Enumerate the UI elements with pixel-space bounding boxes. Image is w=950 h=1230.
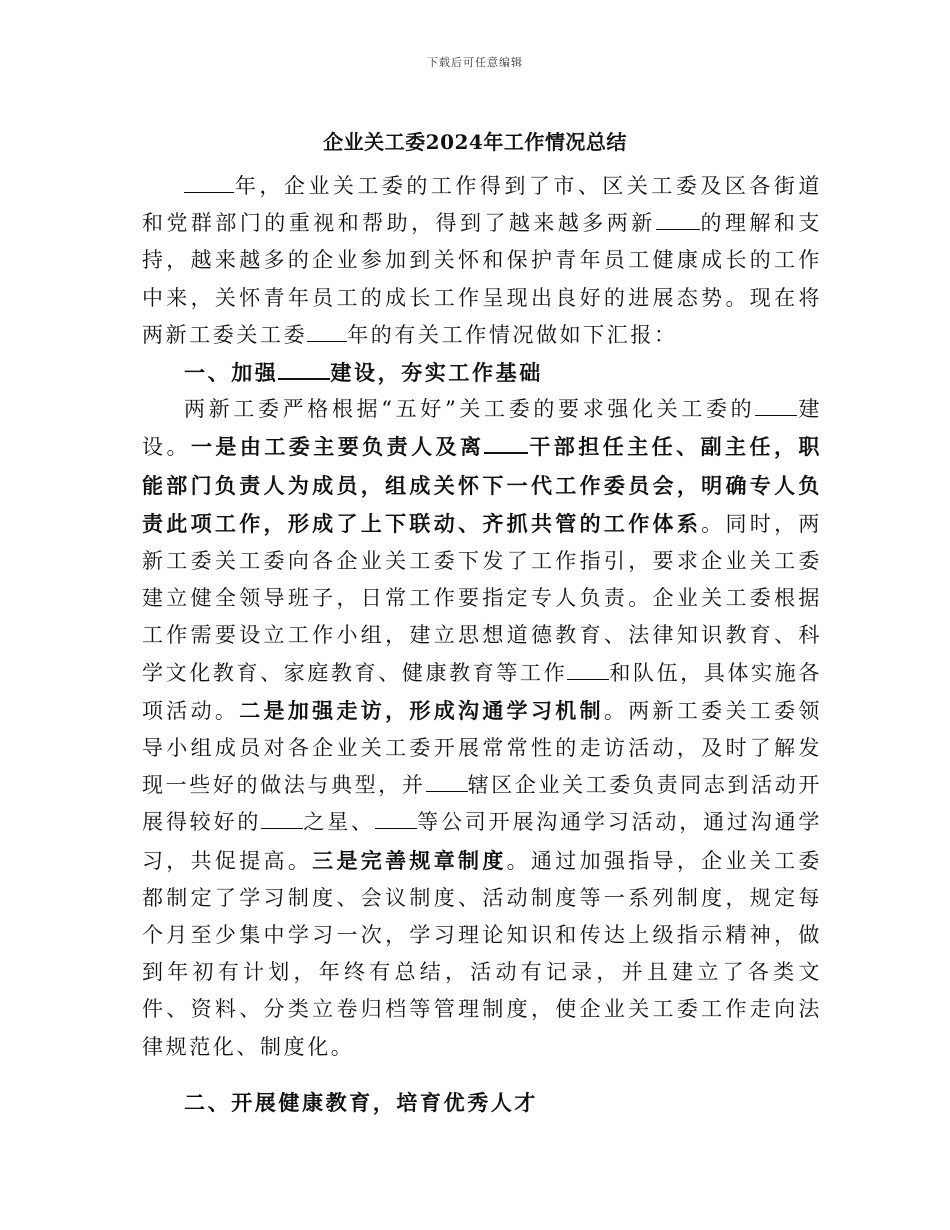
- fill-in-blank: [484, 434, 528, 455]
- bold-point-1: 一是由工委主要负责人及离 干部担任主任、副主任，职能部门负责人为成员，组成关怀下一代工作委员会，明确专人负责此项工作，形成了上下联动、齐抓共管的工作体系: [142, 434, 823, 536]
- document-body: [142, 168, 822, 1121]
- fill-in-blank: [261, 810, 303, 830]
- intro-paragraph: 年，企业关工委的工作得到了市、区关工委及区各街道和党群部门的重视和帮助，得到了越来越多两新 的理解和支持，越来越多的企业参加到关怀和保护青年员工健康成长的工作中来，关怀青年员工的成长工作呈现出良好的进展态势。现在将两新工委关工委 年的有关工作情况做如下汇报：: [142, 174, 822, 347]
- fill-in-blank: [656, 210, 700, 230]
- fill-in-blank: [375, 810, 417, 830]
- section-1-heading: 一、加强 建设，夯实工作基础: [184, 360, 543, 386]
- section-2-heading: 二、开展健康教育，培育优秀人才: [184, 1089, 538, 1115]
- fill-in-blank: [426, 772, 468, 792]
- header-note: 下载后可任意编辑: [427, 56, 523, 69]
- bold-point-3: 三是完善规章制度: [312, 847, 507, 873]
- section-1-paragraph: 两新工委严格根据“五好”关工委的要求强化关工委的 建设。一是由工委主要负责人及离 干部担任主任、副主任，职能部门负责人为成员，组成关怀下一代工作委员会，明确专人负责此项工作，形成了上下联动、齐抓共管的工作体系。同时，两新工委关工委向各企业关工委下发了工作指引，要求企业关工委建立健全领导班子，日常工作要指定专人负责。企业关工委根据工作需要设立工作小组，建立思想道德教育、法律知识教育、科学文化教育、家庭教育、健康教育等工作 和队伍，具体实施各项活动。二是加强走访，形成沟通学习机制。两新工委关工委领导小组成员对各企业关工委开展常常性的走访活动，及时了解发现一些好的做法与典型，并 辖区企业关工委负责同志到活动开展得较好的 之星、 等公司开展沟通学习活动，通过沟通学习，共促提高。三是完善规章制度。通过加强指导，企业关工委都制定了学习制度、会议制度、活动制度等一系列制度，规定每个月至少集中学习一次，学习理论知识和传达上级指示精神，做到年初有计划，年终有总结，活动有记录，并且建立了各类文件、资料、分类立卷归档等管理制度，使企业关工委工作走向法律规范化、制度化。: [142, 397, 823, 1059]
- fill-in-blank: [567, 660, 609, 680]
- bold-point-2: 二是加强走访，形成沟通学习机制: [239, 697, 604, 723]
- fill-in-blank: [307, 322, 347, 342]
- fill-in-blank: [184, 173, 234, 193]
- fill-in-blank: [278, 359, 330, 380]
- document-title: 企业关工委2024年工作情况总结: [323, 130, 627, 154]
- fill-in-blank: [755, 396, 797, 416]
